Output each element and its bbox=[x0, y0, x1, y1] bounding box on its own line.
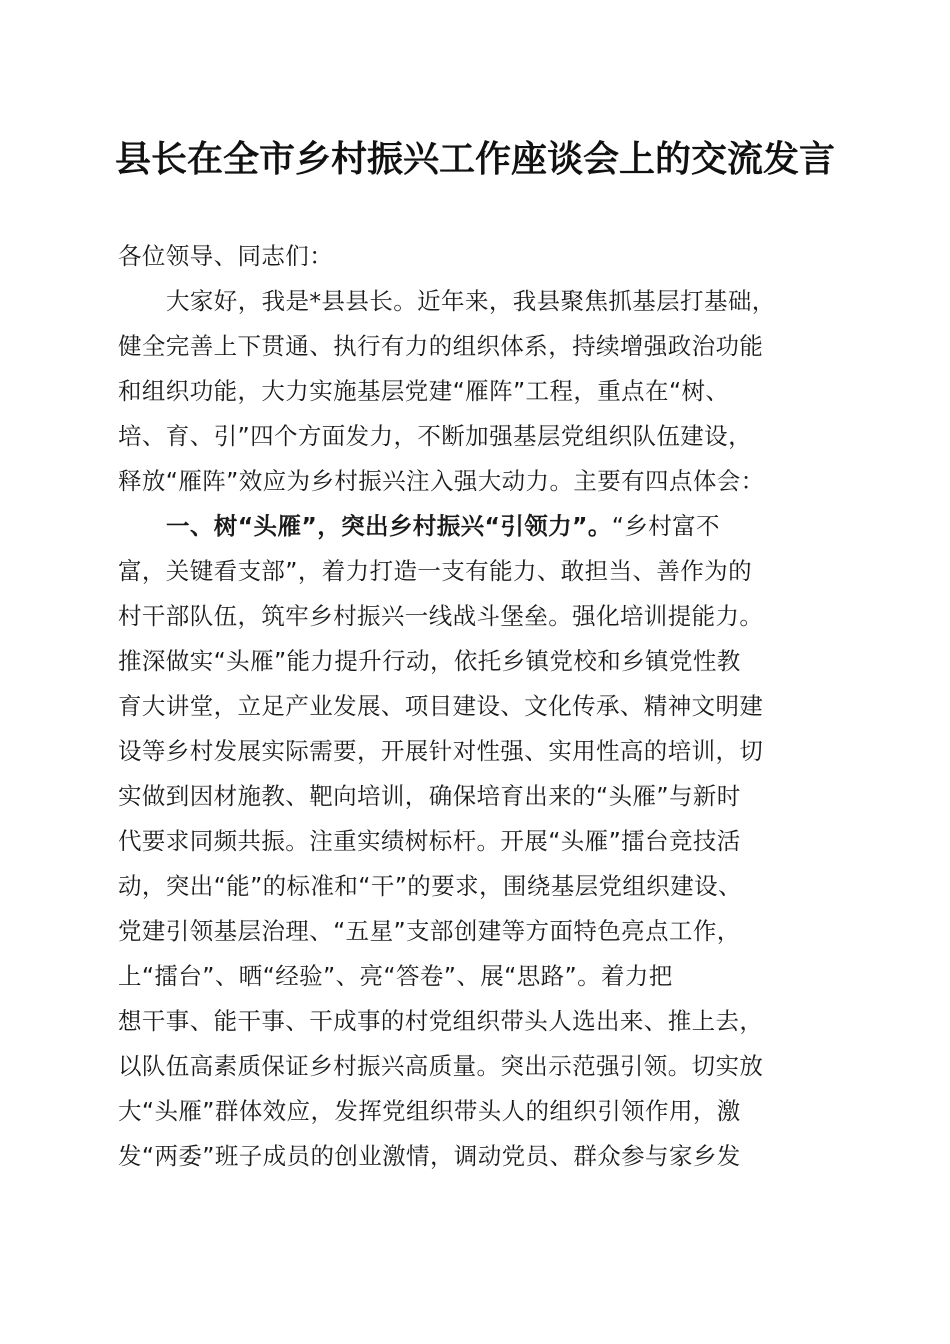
paragraph-line: 推深做实“头雁”能力提升行动，依托乡镇党校和乡镇党性教 bbox=[118, 647, 741, 675]
paragraph-line: 发“两委”班子成员的创业激情，调动党员、群众参与家乡发 bbox=[118, 1142, 741, 1170]
paragraph-line: 动，突出“能”的标准和“干”的要求，围绕基层党组织建设、 bbox=[118, 872, 742, 900]
paragraph-line: 上“擂台”、晒“经验”、亮“答卷”、展“思路”。着力把 bbox=[118, 962, 673, 990]
paragraph-line: 代要求同频共振。注重实绩树标杆。开展“头雁”擂台竞技活 bbox=[118, 827, 741, 855]
paragraph-line: 党建引领基层治理、“五星”支部创建等方面特色亮点工作， bbox=[118, 917, 741, 945]
paragraph-line: 富，关键看支部”，着力打造一支有能力、敢担当、善作为的 bbox=[118, 557, 752, 585]
salutation: 各位领导、同志们： bbox=[118, 242, 334, 270]
section-heading: 一、树“头雁”，突出乡村振兴“引领力”。 bbox=[166, 512, 612, 540]
paragraph-line: 实做到因材施教、靶向培训，确保培育出来的“头雁”与新时 bbox=[118, 782, 741, 810]
paragraph-line: 村干部队伍，筑牢乡村振兴一线战斗堡垒。强化培训提能力。 bbox=[118, 602, 764, 630]
paragraph-line: 大“头雁”群体效应，发挥党组织带头人的组织引领作用，激 bbox=[118, 1097, 741, 1125]
section-heading-rest: “乡村富不 bbox=[611, 512, 720, 540]
paragraph-line: 健全完善上下贯通、执行有力的组织体系，持续增强政治功能 bbox=[118, 332, 764, 360]
document-title: 县长在全市乡村振兴工作座谈会上的交流发言 bbox=[114, 138, 835, 180]
paragraph-line: 和组织功能，大力实施基层党建“雁阵”工程，重点在“树、 bbox=[118, 377, 730, 405]
paragraph-line: 设等乡村发展实际需要，开展针对性强、实用性高的培训，切 bbox=[118, 737, 764, 765]
paragraph-line: 培、育、引”四个方面发力，不断加强基层党组织队伍建设， bbox=[118, 422, 752, 450]
paragraph-line: 大家好，我是*县县长。近年来，我县聚焦抓基层打基础， bbox=[166, 287, 776, 315]
paragraph-line: 释放“雁阵”效应为乡村振兴注入强大动力。主要有四点体会： bbox=[118, 467, 765, 495]
paragraph-line: 以队伍高素质保证乡村振兴高质量。突出示范强引领。切实放 bbox=[118, 1052, 764, 1080]
paragraph-line: 想干事、能干事、干成事的村党组织带头人选出来、推上去， bbox=[118, 1007, 764, 1035]
section-heading-line bbox=[166, 506, 886, 546]
paragraph-line: 育大讲堂，立足产业发展、项目建设、文化传承、精神文明建 bbox=[118, 692, 764, 720]
